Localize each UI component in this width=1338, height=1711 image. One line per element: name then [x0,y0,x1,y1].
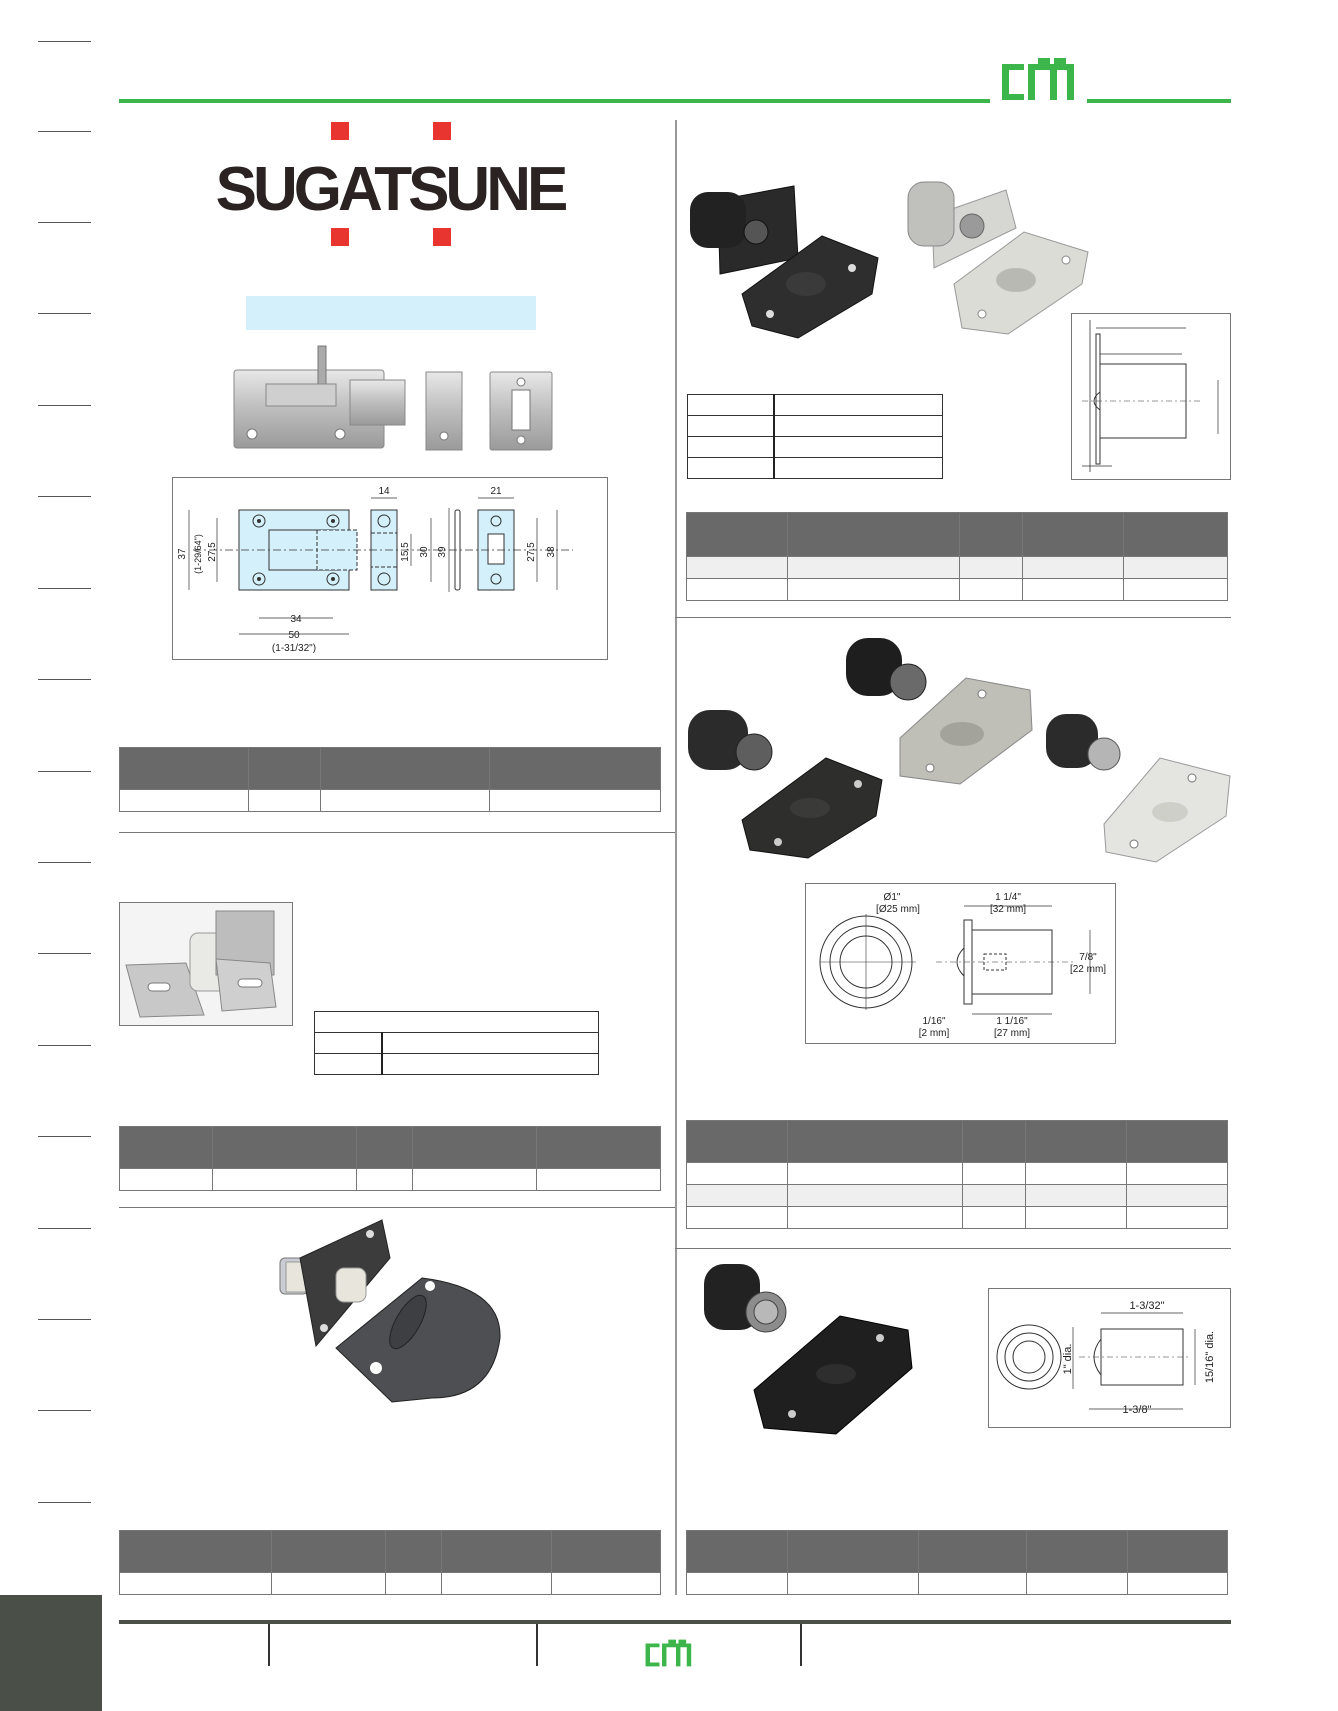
margin-tick [38,313,91,314]
header-rule-left [119,99,990,103]
svg-text:[32 mm]: [32 mm] [989,904,1027,915]
highlight-bar [246,296,536,330]
product-table-1 [119,747,661,812]
margin-tick [38,953,91,954]
margin-tick [38,1045,91,1046]
svg-text:1/16": 1/16" [922,1016,946,1027]
cm-logo-icon [643,1636,695,1670]
ball-catch-photo [686,630,1234,862]
ball-catch-photo [700,1256,916,1438]
svg-text:50: 50 [288,630,300,641]
ball-catch-photo [686,176,1098,348]
svg-text:1 1/4": 1 1/4" [995,892,1021,903]
svg-text:34: 34 [290,614,302,625]
svg-text:1 1/16": 1 1/16" [996,1016,1028,1027]
spec-table-r1 [687,394,943,479]
barrel-bolt-photo [230,340,560,452]
product-table-r1 [686,512,1228,601]
product-table-2 [119,1126,661,1191]
svg-text:(1-31/32"): (1-31/32") [271,643,317,654]
margin-tick [38,1319,91,1320]
sugatsune-logo [215,118,565,250]
section-separator [675,1248,1231,1249]
technical-drawing-ball-catch-2 [805,883,1116,1044]
svg-text:SUGATSUNE: SUGATSUNE [215,155,565,224]
section-side-tab [0,1595,102,1711]
section-separator [119,832,675,833]
svg-text:[Ø25 mm]: [Ø25 mm] [876,904,920,915]
footer-divider [536,1624,538,1666]
footer-divider [800,1624,802,1666]
margin-tick [38,1136,91,1137]
svg-text:14: 14 [378,486,390,497]
margin-tick [38,588,91,589]
section-separator [119,1207,675,1208]
svg-text:1-3/32": 1-3/32" [1129,1300,1165,1312]
section-separator [675,617,1231,618]
svg-text:39: 39 [437,546,448,558]
column-divider [675,120,677,1595]
svg-text:1" dia.: 1" dia. [1062,1343,1074,1375]
svg-text:38: 38 [546,546,557,558]
product-table-3 [119,1530,661,1595]
margin-tick [38,771,91,772]
svg-text:[2 mm]: [2 mm] [918,1028,950,1039]
margin-tick [38,131,91,132]
margin-tick [38,222,91,223]
margin-tick [38,679,91,680]
svg-text:15/16" dia.: 15/16" dia. [1204,1330,1216,1384]
svg-text:27.5: 27.5 [207,542,218,562]
svg-text:37: 37 [177,548,188,560]
svg-text:15.5: 15.5 [400,542,411,562]
cm-logo-icon [998,54,1080,104]
svg-text:1-3/8": 1-3/8" [1122,1404,1152,1416]
svg-text:27.5: 27.5 [526,542,537,562]
margin-tick [38,405,91,406]
margin-tick [38,1410,91,1411]
technical-drawing-barrel-bolt [172,477,608,660]
roller-catch-photo [119,902,293,1026]
margin-tick [38,496,91,497]
svg-text:30: 30 [419,546,430,558]
margin-tick [38,1228,91,1229]
margin-tick [38,41,91,42]
product-table-r3 [686,1530,1228,1595]
technical-drawing-ball-catch-3 [988,1288,1231,1428]
ball-catch-photo [272,1218,504,1404]
spec-table-2 [314,1011,599,1075]
svg-text:21: 21 [490,486,502,497]
footer-rule [119,1620,1231,1624]
footer-divider [268,1624,270,1666]
product-table-r2 [686,1120,1228,1229]
header-rule-right [1087,99,1231,103]
svg-text:[27 mm]: [27 mm] [993,1028,1031,1039]
margin-tick [38,862,91,863]
technical-drawing-ball-catch [1071,313,1231,480]
svg-text:Ø1": Ø1" [883,892,901,903]
svg-text:[22 mm]: [22 mm] [1069,964,1107,975]
svg-text:(1-29/64"): (1-29/64") [193,534,203,574]
margin-tick [38,1502,91,1503]
svg-text:7/8": 7/8" [1079,952,1097,963]
